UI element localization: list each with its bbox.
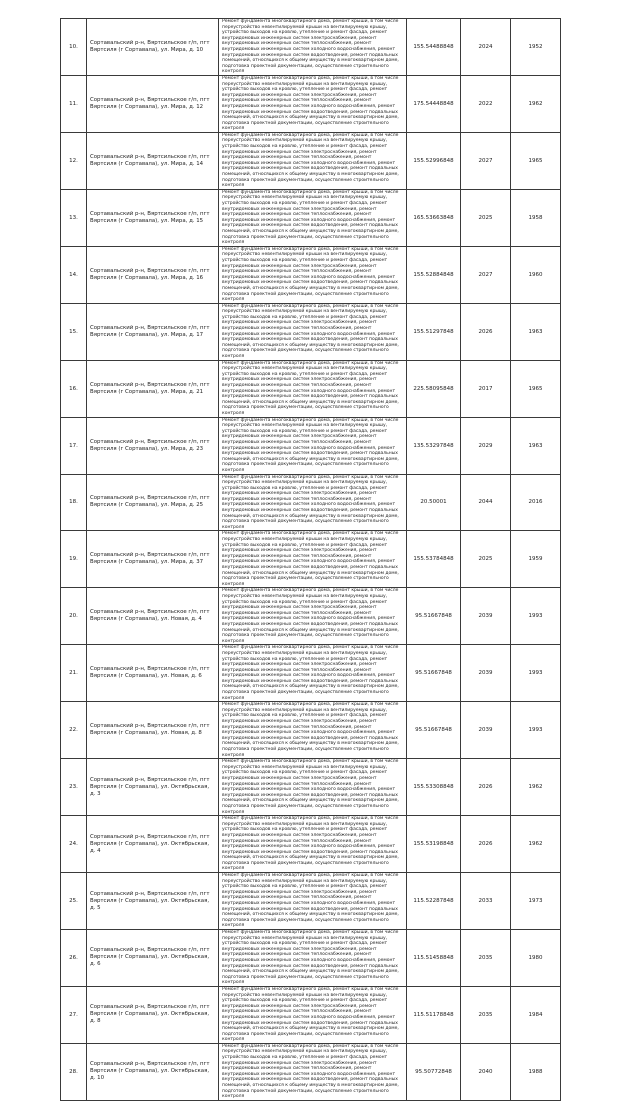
planned-year-cell: 2025 xyxy=(461,189,511,246)
cost-cell: 95.50772848 xyxy=(407,1043,461,1100)
address-cell: Сортавальский р-н, Вяртсильское г/п, пгт Вяртсиля (г Сортавала), ул. Мира, д. 12 xyxy=(87,75,219,132)
cost-cell: 155.54488848 xyxy=(407,19,461,76)
cost-cell: 95.51667848 xyxy=(407,702,461,759)
address-cell: Сортавальский р-н, Вяртсильское г/п, пгт Вяртсиля (г Сортавала), ул. Новая, д. 8 xyxy=(87,702,219,759)
address-cell: Сортавальский р-н, Вяртсильское г/п, пгт Вяртсиля (г Сортавала), ул. Мира, д. 21 xyxy=(87,360,219,417)
cost-cell: 115.51178848 xyxy=(407,986,461,1043)
address-cell: Сортавальский р-н, Вяртсильское г/п, пгт Вяртсиля (г Сортавала), ул. Октябрьская, д. 8 xyxy=(87,986,219,1043)
planned-year-cell: 2026 xyxy=(461,303,511,360)
planned-year-cell: 2039 xyxy=(461,588,511,645)
works-cell: Ремонт фундамента многоквартирного дома, ремонт крыши, в том числе переустройство невентилируемой крыши на вентилируемую крышу, устройство выходов на кровлю, утепление и ремонт фасада, ремонт внутридомовых инженерных систем электроснабжения, ремонт внутридомовых инженерных систем теплоснабжения, ремонт внутридомовых инженерных систем холодного водоснабжения, ремонт внутридомовых инженерных систем водоотведения, ремонт подвальных помещений, относящихся к общему имуществу в многоквартирном доме, подготовка проектной документации, осуществление строительного контроля xyxy=(219,759,407,816)
address-cell: Сортавальский р-н, Вяртсильское г/п, пгт Вяртсиля (г Сортавала), ул. Октябрьская, д. 3 xyxy=(87,759,219,816)
works-cell: Ремонт фундамента многоквартирного дома, ремонт крыши, в том числе переустройство невентилируемой крыши на вентилируемую крышу, устройство выходов на кровлю, утепление и ремонт фасада, ремонт внутридомовых инженерных систем электроснабжения, ремонт внутридомовых инженерных систем теплоснабжения, ремонт внутридомовых инженерных систем холодного водоснабжения, ремонт внутридомовых инженерных систем водоотведения, ремонт подвальных помещений, относящихся к общему имуществу в многоквартирном доме, подготовка проектной документации, осуществление строительного контроля xyxy=(219,531,407,588)
cost-cell: 155.52996848 xyxy=(407,132,461,189)
works-cell: Ремонт фундамента многоквартирного дома, ремонт крыши, в том числе переустройство невентилируемой крыши на вентилируемую крышу, устройство выходов на кровлю, утепление и ремонт фасада, ремонт внутридомовых инженерных систем электроснабжения, ремонт внутридомовых инженерных систем теплоснабжения, ремонт внутридомовых инженерных систем холодного водоснабжения, ремонт внутридомовых инженерных систем водоотведения, ремонт подвальных помещений, относящихся к общему имуществу в многоквартирном доме, подготовка проектной документации, осуществление строительного контроля xyxy=(219,474,407,531)
cost-cell: 175.54448848 xyxy=(407,75,461,132)
cost-cell: 20.50001 xyxy=(407,474,461,531)
planned-year-cell: 2035 xyxy=(461,986,511,1043)
table-row xyxy=(61,1043,561,1100)
works-cell: Ремонт фундамента многоквартирного дома, ремонт крыши, в том числе переустройство невентилируемой крыши на вентилируемую крышу, устройство выходов на кровлю, утепление и ремонт фасада, ремонт внутридомовых инженерных систем электроснабжения, ремонт внутридомовых инженерных систем теплоснабжения, ремонт внутридомовых инженерных систем холодного водоснабжения, ремонт внутридомовых инженерных систем водоотведения, ремонт подвальных помещений, относящихся к общему имуществу в многоквартирном доме, подготовка проектной документации, осуществление строительного контроля xyxy=(219,930,407,987)
row-number: 11. xyxy=(61,75,87,132)
address-cell: Сортавальский р-н, Вяртсильское г/п, пгт Вяртсиля (г Сортавала), ул. Мира, д. 10 xyxy=(87,19,219,76)
row-number: 18. xyxy=(61,474,87,531)
built-year-cell: 1984 xyxy=(511,986,561,1043)
built-year-cell: 1973 xyxy=(511,873,561,930)
table-row xyxy=(61,759,561,816)
row-number: 16. xyxy=(61,360,87,417)
cost-cell: 155.53784848 xyxy=(407,531,461,588)
works-cell: Ремонт фундамента многоквартирного дома, ремонт крыши, в том числе переустройство невентилируемой крыши на вентилируемую крышу, устройство выходов на кровлю, утепление и ремонт фасада, ремонт внутридомовых инженерных систем электроснабжения, ремонт внутридомовых инженерных систем теплоснабжения, ремонт внутридомовых инженерных систем холодного водоснабжения, ремонт внутридомовых инженерных систем водоотведения, ремонт подвальных помещений, относящихся к общему имуществу в многоквартирном доме, подготовка проектной документации, осуществление строительного контроля xyxy=(219,645,407,702)
row-number: 21. xyxy=(61,645,87,702)
row-number: 22. xyxy=(61,702,87,759)
planned-year-cell: 2024 xyxy=(461,19,511,76)
table-row xyxy=(61,75,561,132)
row-number: 20. xyxy=(61,588,87,645)
cost-cell: 95.51667848 xyxy=(407,645,461,702)
row-number: 10. xyxy=(61,19,87,76)
address-cell: Сортавальский р-н, Вяртсильское г/п, пгт Вяртсиля (г Сортавала), ул. Мира, д. 14 xyxy=(87,132,219,189)
works-cell: Ремонт фундамента многоквартирного дома, ремонт крыши, в том числе переустройство невентилируемой крыши на вентилируемую крышу, устройство выходов на кровлю, утепление и ремонт фасада, ремонт внутридомовых инженерных систем электроснабжения, ремонт внутридомовых инженерных систем теплоснабжения, ремонт внутридомовых инженерных систем холодного водоснабжения, ремонт внутридомовых инженерных систем водоотведения, ремонт подвальных помещений, относящихся к общему имуществу в многоквартирном доме, подготовка проектной документации, осуществление строительного контроля xyxy=(219,588,407,645)
address-cell: Сортавальский р-н, Вяртсильское г/п, пгт Вяртсиля (г Сортавала), ул. Октябрьская, д. 10 xyxy=(87,1043,219,1100)
address-cell: Сортавальский р-н, Вяртсильское г/п, пгт Вяртсиля (г Сортавала), ул. Октябрьская, д. 6 xyxy=(87,930,219,987)
works-cell: Ремонт фундамента многоквартирного дома, ремонт крыши, в том числе переустройство невентилируемой крыши на вентилируемую крышу, устройство выходов на кровлю, утепление и ремонт фасада, ремонт внутридомовых инженерных систем электроснабжения, ремонт внутридомовых инженерных систем теплоснабжения, ремонт внутридомовых инженерных систем холодного водоснабжения, ремонт внутридомовых инженерных систем водоотведения, ремонт подвальных помещений, относящихся к общему имуществу в многоквартирном доме, подготовка проектной документации, осуществление строительного контроля xyxy=(219,816,407,873)
built-year-cell: 1960 xyxy=(511,246,561,303)
table-body xyxy=(61,19,561,1101)
cost-cell: 155.53308848 xyxy=(407,759,461,816)
planned-year-cell: 2026 xyxy=(461,816,511,873)
cost-cell: 95.51667848 xyxy=(407,588,461,645)
table-row xyxy=(61,816,561,873)
table-row xyxy=(61,132,561,189)
works-cell: Ремонт фундамента многоквартирного дома, ремонт крыши, в том числе переустройство невентилируемой крыши на вентилируемую крышу, устройство выходов на кровлю, утепление и ремонт фасада, ремонт внутридомовых инженерных систем электроснабжения, ремонт внутридомовых инженерных систем теплоснабжения, ремонт внутридомовых инженерных систем холодного водоснабжения, ремонт внутридомовых инженерных систем водоотведения, ремонт подвальных помещений, относящихся к общему имуществу в многоквартирном доме, подготовка проектной документации, осуществление строительного контроля xyxy=(219,75,407,132)
row-number: 26. xyxy=(61,930,87,987)
address-cell: Сортавальский р-н, Вяртсильское г/п, пгт Вяртсиля (г Сортавала), ул. Октябрьская, д. 4 xyxy=(87,816,219,873)
cost-cell: 135.53297848 xyxy=(407,417,461,474)
cost-cell: 115.51458848 xyxy=(407,930,461,987)
row-number: 27. xyxy=(61,986,87,1043)
planned-year-cell: 2027 xyxy=(461,246,511,303)
built-year-cell: 1980 xyxy=(511,930,561,987)
row-number: 12. xyxy=(61,132,87,189)
cost-cell: 165.53663848 xyxy=(407,189,461,246)
works-cell: Ремонт фундамента многоквартирного дома, ремонт крыши, в том числе переустройство невентилируемой крыши на вентилируемую крышу, устройство выходов на кровлю, утепление и ремонт фасада, ремонт внутридомовых инженерных систем электроснабжения, ремонт внутридомовых инженерных систем теплоснабжения, ремонт внутридомовых инженерных систем холодного водоснабжения, ремонт внутридомовых инженерных систем водоотведения, ремонт подвальных помещений, относящихся к общему имуществу в многоквартирном доме, подготовка проектной документации, осуществление строительного контроля xyxy=(219,873,407,930)
built-year-cell: 1958 xyxy=(511,189,561,246)
table-row xyxy=(61,986,561,1043)
built-year-cell: 1962 xyxy=(511,75,561,132)
table-row xyxy=(61,873,561,930)
planned-year-cell: 2029 xyxy=(461,417,511,474)
address-cell: Сортавальский р-н, Вяртсильское г/п, пгт Вяртсиля (г Сортавала), ул. Октябрьская, д. 5 xyxy=(87,873,219,930)
works-cell: Ремонт фундамента многоквартирного дома, ремонт крыши, в том числе переустройство невентилируемой крыши на вентилируемую крышу, устройство выходов на кровлю, утепление и ремонт фасада, ремонт внутридомовых инженерных систем электроснабжения, ремонт внутридомовых инженерных систем теплоснабжения, ремонт внутридомовых инженерных систем холодного водоснабжения, ремонт внутридомовых инженерных систем водоотведения, ремонт подвальных помещений, относящихся к общему имуществу в многоквартирном доме, подготовка проектной документации, осуществление строительного контроля xyxy=(219,19,407,76)
capital-repair-table xyxy=(60,18,561,1101)
built-year-cell: 1988 xyxy=(511,1043,561,1100)
built-year-cell: 1952 xyxy=(511,19,561,76)
built-year-cell: 1963 xyxy=(511,303,561,360)
table-row xyxy=(61,474,561,531)
table-row xyxy=(61,531,561,588)
works-cell: Ремонт фундамента многоквартирного дома, ремонт крыши, в том числе переустройство невентилируемой крыши на вентилируемую крышу, устройство выходов на кровлю, утепление и ремонт фасада, ремонт внутридомовых инженерных систем электроснабжения, ремонт внутридомовых инженерных систем теплоснабжения, ремонт внутридомовых инженерных систем холодного водоснабжения, ремонт внутридомовых инженерных систем водоотведения, ремонт подвальных помещений, относящихся к общему имуществу в многоквартирном доме, подготовка проектной документации, осуществление строительного контроля xyxy=(219,303,407,360)
row-number: 23. xyxy=(61,759,87,816)
row-number: 25. xyxy=(61,873,87,930)
address-cell: Сортавальский р-н, Вяртсильское г/п, пгт Вяртсиля (г Сортавала), ул. Мира, д. 17 xyxy=(87,303,219,360)
works-cell: Ремонт фундамента многоквартирного дома, ремонт крыши, в том числе переустройство невентилируемой крыши на вентилируемую крышу, устройство выходов на кровлю, утепление и ремонт фасада, ремонт внутридомовых инженерных систем электроснабжения, ремонт внутридомовых инженерных систем теплоснабжения, ремонт внутридомовых инженерных систем холодного водоснабжения, ремонт внутридомовых инженерных систем водоотведения, ремонт подвальных помещений, относящихся к общему имуществу в многоквартирном доме, подготовка проектной документации, осуществление строительного контроля xyxy=(219,417,407,474)
built-year-cell: 1962 xyxy=(511,759,561,816)
address-cell: Сортавальский р-н, Вяртсильское г/п, пгт Вяртсиля (г Сортавала), ул. Мира, д. 37 xyxy=(87,531,219,588)
address-cell: Сортавальский р-н, Вяртсильское г/п, пгт Вяртсиля (г Сортавала), ул. Мира, д. 16 xyxy=(87,246,219,303)
built-year-cell: 1965 xyxy=(511,132,561,189)
table-row xyxy=(61,645,561,702)
works-cell: Ремонт фундамента многоквартирного дома, ремонт крыши, в том числе переустройство невентилируемой крыши на вентилируемую крышу, устройство выходов на кровлю, утепление и ремонт фасада, ремонт внутридомовых инженерных систем электроснабжения, ремонт внутридомовых инженерных систем теплоснабжения, ремонт внутридомовых инженерных систем холодного водоснабжения, ремонт внутридомовых инженерных систем водоотведения, ремонт подвальных помещений, относящихся к общему имуществу в многоквартирном доме, подготовка проектной документации, осуществление строительного контроля xyxy=(219,986,407,1043)
cost-cell: 155.52884848 xyxy=(407,246,461,303)
works-cell: Ремонт фундамента многоквартирного дома, ремонт крыши, в том числе переустройство невентилируемой крыши на вентилируемую крышу, устройство выходов на кровлю, утепление и ремонт фасада, ремонт внутридомовых инженерных систем электроснабжения, ремонт внутридомовых инженерных систем теплоснабжения, ремонт внутридомовых инженерных систем холодного водоснабжения, ремонт внутридомовых инженерных систем водоотведения, ремонт подвальных помещений, относящихся к общему имуществу в многоквартирном доме, подготовка проектной документации, осуществление строительного контроля xyxy=(219,246,407,303)
row-number: 24. xyxy=(61,816,87,873)
address-cell: Сортавальский р-н, Вяртсильское г/п, пгт Вяртсиля (г Сортавала), ул. Мира, д. 23 xyxy=(87,417,219,474)
built-year-cell: 2016 xyxy=(511,474,561,531)
built-year-cell: 1965 xyxy=(511,360,561,417)
planned-year-cell: 2025 xyxy=(461,531,511,588)
table-row xyxy=(61,19,561,76)
row-number: 28. xyxy=(61,1043,87,1100)
address-cell: Сортавальский р-н, Вяртсильское г/п, пгт Вяртсиля (г Сортавала), ул. Мира, д. 25 xyxy=(87,474,219,531)
table-row xyxy=(61,930,561,987)
table-row xyxy=(61,417,561,474)
address-cell: Сортавальский р-н, Вяртсильское г/п, пгт Вяртсиля (г Сортавала), ул. Новая, д. 4 xyxy=(87,588,219,645)
cost-cell: 115.52287848 xyxy=(407,873,461,930)
cost-cell: 225.58095848 xyxy=(407,360,461,417)
works-cell: Ремонт фундамента многоквартирного дома, ремонт крыши, в том числе переустройство невентилируемой крыши на вентилируемую крышу, устройство выходов на кровлю, утепление и ремонт фасада, ремонт внутридомовых инженерных систем электроснабжения, ремонт внутридомовых инженерных систем теплоснабжения, ремонт внутридомовых инженерных систем холодного водоснабжения, ремонт внутридомовых инженерных систем водоотведения, ремонт подвальных помещений, относящихся к общему имуществу в многоквартирном доме, подготовка проектной документации, осуществление строительного контроля xyxy=(219,702,407,759)
works-cell: Ремонт фундамента многоквартирного дома, ремонт крыши, в том числе переустройство невентилируемой крыши на вентилируемую крышу, устройство выходов на кровлю, утепление и ремонт фасада, ремонт внутридомовых инженерных систем электроснабжения, ремонт внутридомовых инженерных систем теплоснабжения, ремонт внутридомовых инженерных систем холодного водоснабжения, ремонт внутридомовых инженерных систем водоотведения, ремонт подвальных помещений, относящихся к общему имуществу в многоквартирном доме, подготовка проектной документации, осуществление строительного контроля xyxy=(219,132,407,189)
table-row xyxy=(61,702,561,759)
planned-year-cell: 2027 xyxy=(461,132,511,189)
built-year-cell: 1962 xyxy=(511,816,561,873)
planned-year-cell: 2022 xyxy=(461,75,511,132)
planned-year-cell: 2033 xyxy=(461,873,511,930)
row-number: 14. xyxy=(61,246,87,303)
planned-year-cell: 2040 xyxy=(461,1043,511,1100)
planned-year-cell: 2044 xyxy=(461,474,511,531)
row-number: 19. xyxy=(61,531,87,588)
works-cell: Ремонт фундамента многоквартирного дома, ремонт крыши, в том числе переустройство невентилируемой крыши на вентилируемую крышу, устройство выходов на кровлю, утепление и ремонт фасада, ремонт внутридомовых инженерных систем электроснабжения, ремонт внутридомовых инженерных систем теплоснабжения, ремонт внутридомовых инженерных систем холодного водоснабжения, ремонт внутридомовых инженерных систем водоотведения, ремонт подвальных помещений, относящихся к общему имуществу в многоквартирном доме, подготовка проектной документации, осуществление строительного контроля xyxy=(219,360,407,417)
table-row xyxy=(61,189,561,246)
planned-year-cell: 2017 xyxy=(461,360,511,417)
table-row xyxy=(61,360,561,417)
planned-year-cell: 2035 xyxy=(461,930,511,987)
built-year-cell: 1963 xyxy=(511,417,561,474)
row-number: 13. xyxy=(61,189,87,246)
works-cell: Ремонт фундамента многоквартирного дома, ремонт крыши, в том числе переустройство невентилируемой крыши на вентилируемую крышу, устройство выходов на кровлю, утепление и ремонт фасада, ремонт внутридомовых инженерных систем электроснабжения, ремонт внутридомовых инженерных систем теплоснабжения, ремонт внутридомовых инженерных систем холодного водоснабжения, ремонт внутридомовых инженерных систем водоотведения, ремонт подвальных помещений, относящихся к общему имуществу в многоквартирном доме, подготовка проектной документации, осуществление строительного контроля xyxy=(219,189,407,246)
built-year-cell: 1993 xyxy=(511,645,561,702)
cost-cell: 155.53198848 xyxy=(407,816,461,873)
cost-cell: 155.51297848 xyxy=(407,303,461,360)
planned-year-cell: 2026 xyxy=(461,759,511,816)
planned-year-cell: 2039 xyxy=(461,702,511,759)
address-cell: Сортавальский р-н, Вяртсильское г/п, пгт Вяртсиля (г Сортавала), ул. Новая, д. 6 xyxy=(87,645,219,702)
built-year-cell: 1993 xyxy=(511,702,561,759)
planned-year-cell: 2039 xyxy=(461,645,511,702)
built-year-cell: 1993 xyxy=(511,588,561,645)
works-cell: Ремонт фундамента многоквартирного дома, ремонт крыши, в том числе переустройство невентилируемой крыши на вентилируемую крышу, устройство выходов на кровлю, утепление и ремонт фасада, ремонт внутридомовых инженерных систем электроснабжения, ремонт внутридомовых инженерных систем теплоснабжения, ремонт внутридомовых инженерных систем холодного водоснабжения, ремонт внутридомовых инженерных систем водоотведения, ремонт подвальных помещений, относящихся к общему имуществу в многоквартирном доме, подготовка проектной документации, осуществление строительного контроля xyxy=(219,1043,407,1100)
row-number: 17. xyxy=(61,417,87,474)
table-row xyxy=(61,246,561,303)
table-row xyxy=(61,303,561,360)
row-number: 15. xyxy=(61,303,87,360)
table-row xyxy=(61,588,561,645)
address-cell: Сортавальский р-н, Вяртсильское г/п, пгт Вяртсиля (г Сортавала), ул. Мира, д. 15 xyxy=(87,189,219,246)
built-year-cell: 1959 xyxy=(511,531,561,588)
